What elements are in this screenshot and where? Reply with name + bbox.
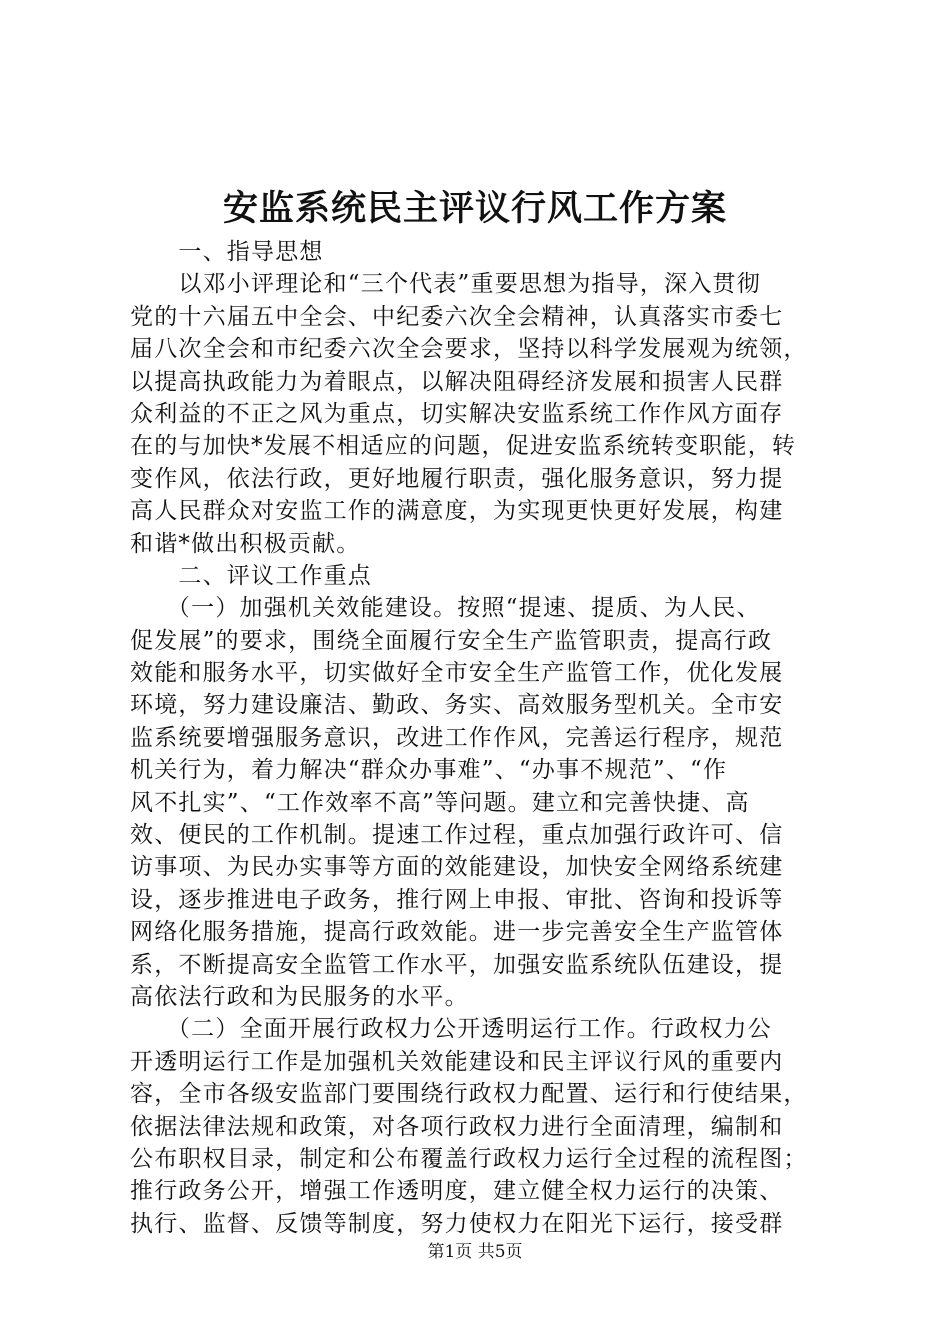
- text-line: 访事项、为民办实事等方面的效能建设，加快安全网络系统建: [130, 854, 784, 881]
- text-line: 执行、监督、反馈等制度，努力使权力在阳光下运行，接受群: [130, 1210, 784, 1237]
- text-line: 党的十六届五中全会、中纪委六次全会精神，认真落实市委七: [130, 303, 784, 330]
- text-line: 一、指导思想: [130, 239, 324, 265]
- text-line: 推行政务公开，增强工作透明度，建立健全权力运行的决策、: [130, 1178, 784, 1205]
- text-line: 在的与加快*发展不相适应的问题，促进安监系统转变职能，转: [130, 433, 797, 460]
- page-footer: 第1页 共5页: [427, 1242, 523, 1262]
- text-line: （一）加强机关效能建设。按照“提速、提质、为人民、: [130, 595, 761, 622]
- text-line: 网络化服务措施，提高行政效能。进一步完善安全生产监管体: [130, 919, 784, 946]
- text-line: 开透明运行工作是加强机关效能建设和民主评议行风的重要内: [130, 1048, 784, 1075]
- text-line: 风不扎实”、“工作效率不高”等问题。建立和完善快捷、高: [130, 789, 750, 816]
- text-line: 二、评议工作重点: [130, 562, 372, 589]
- text-line: 高人民群众对安监工作的满意度，为实现更快更好发展，构建: [130, 498, 784, 525]
- text-line: 和谐*做出积极贡献。: [130, 530, 361, 557]
- text-line: 依据法律法规和政策，对各项行政权力进行全面清理，编制和: [130, 1113, 784, 1140]
- text-line: 促发展”的要求，围绕全面履行安全生产监管职责，提高行政: [130, 627, 773, 654]
- text-line: 以邓小评理论和“三个代表”重要思想为指导，深入贯彻: [130, 271, 761, 298]
- text-line: 变作风，依法行政，更好地履行职责，强化服务意识，努力提: [130, 465, 784, 492]
- document-title: 安监系统民主评议行风工作方案: [222, 188, 727, 229]
- text-line: 效、便民的工作机制。提速工作过程，重点加强行政许可、信: [130, 822, 784, 849]
- text-line: （二）全面开展行政权力公开透明运行工作。行政权力公: [130, 1016, 772, 1043]
- text-line: 环境，努力建设廉洁、勤政、务实、高效服务型机关。全市安: [130, 692, 784, 719]
- text-line: 设，逐步推进电子政务，推行网上申报、审批、咨询和投诉等: [130, 886, 784, 913]
- text-line: 监系统要增强服务意识，改进工作作风，完善运行程序，规范: [130, 724, 784, 751]
- text-line: 公布职权目录，制定和公布覆盖行政权力运行全过程的流程图；: [130, 1145, 808, 1172]
- text-line: 系，不断提高安全监管工作水平，加强安监系统队伍建设，提: [130, 951, 784, 978]
- text-line: 以提高执政能力为着眼点，以解决阻碍经济发展和损害人民群: [130, 368, 784, 395]
- document-body: [130, 236, 838, 1240]
- text-line: 众利益的不正之风为重点，切实解决安监系统工作作风方面存: [130, 400, 784, 427]
- text-line: 机关行为，着力解决“群众办事难”、“办事不规范”、“作: [130, 757, 728, 784]
- text-line: 高依法行政和为民服务的水平。: [130, 983, 469, 1010]
- text-line: 效能和服务水平，切实做好全市安全生产监管工作，优化发展: [130, 660, 784, 687]
- text-line: 届八次全会和市纪委六次全会要求，坚持以科学发展观为统领，: [130, 336, 808, 363]
- text-line: 容，全市各级安监部门要围绕行政权力配置、运行和行使结果，: [130, 1081, 808, 1108]
